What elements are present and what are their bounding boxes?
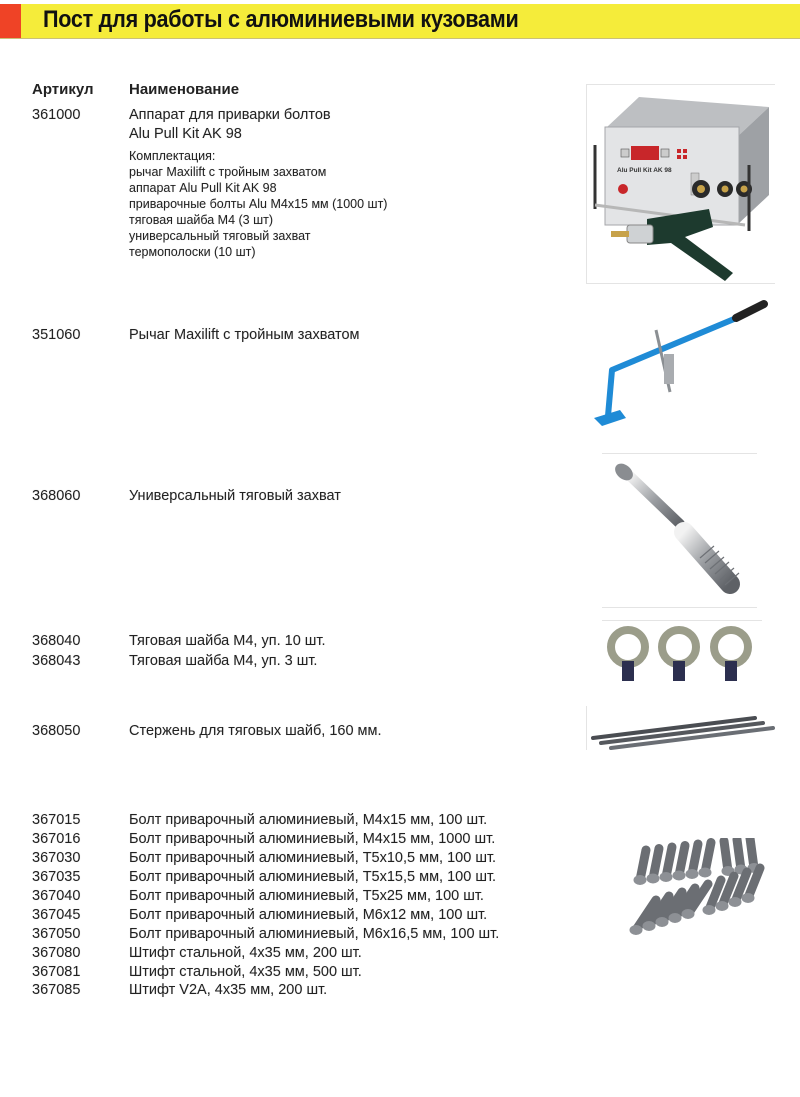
rod-code: 368050 xyxy=(32,723,81,739)
column-header-name: Наименование xyxy=(129,81,240,98)
pin-name: Штифт стальной, 4x35 мм, 200 шт. xyxy=(129,945,362,961)
bolt-code: 367030 xyxy=(32,850,81,866)
washers-image xyxy=(602,620,762,687)
bolt-head xyxy=(660,872,673,882)
bolt-code: 367045 xyxy=(32,907,81,923)
grip-code: 368060 xyxy=(32,488,81,504)
kit-code: 361000 xyxy=(32,107,81,123)
bolt-head xyxy=(729,897,742,907)
bolt-code: 367040 xyxy=(32,888,81,904)
pin-code: 367081 xyxy=(32,964,81,980)
pull-grip-icon xyxy=(602,454,757,607)
bolt-head xyxy=(742,893,755,903)
header-band xyxy=(0,4,800,39)
welding-machine-image xyxy=(586,84,775,284)
column-header-article: Артикул xyxy=(32,81,94,98)
kit-contents-item: аппарат Alu Pull Kit AK 98 xyxy=(129,181,277,195)
lever-icon xyxy=(586,292,776,432)
bolt-name: Болт приварочный алюминиевый, M6x12 мм, 100 шт. xyxy=(129,907,488,923)
bolt-head xyxy=(673,871,686,881)
kit-contents-item: термополоски (10 шт) xyxy=(129,245,256,259)
rods-icon xyxy=(587,706,777,750)
bolt-code: 367035 xyxy=(32,869,81,885)
pin-code: 367080 xyxy=(32,945,81,961)
bolt-name: Болт приварочный алюминиевый, T5x15,5 мм, 100 шт. xyxy=(129,869,497,885)
washer-name: Тяговая шайба M4, уп. 3 шт. xyxy=(129,653,318,669)
pin-name: Штифт стальной, 4x35 мм, 500 шт. xyxy=(129,964,362,980)
kit-contents-title: Комплектация: xyxy=(129,149,216,163)
kit-name-line2: Alu Pull Kit AK 98 xyxy=(129,126,242,142)
bolt-name: Болт приварочный алюминиевый, M4x15 мм, 100 шт. xyxy=(129,812,488,828)
bolt-head xyxy=(703,905,716,915)
bolt-head xyxy=(686,869,699,879)
washer-code: 368043 xyxy=(32,653,81,669)
header-accent xyxy=(0,4,21,38)
bolt-head xyxy=(682,909,695,919)
bolt-head xyxy=(656,917,669,927)
welding-machine-icon xyxy=(587,85,775,283)
rods-image xyxy=(586,706,777,750)
washer-code: 368040 xyxy=(32,633,81,649)
bolt-name: Болт приварочный алюминиевый, T5x10,5 мм, 100 шт. xyxy=(129,850,497,866)
lever-code: 351060 xyxy=(32,327,81,343)
bolt-code: 367016 xyxy=(32,831,81,847)
bolt-code: 367050 xyxy=(32,926,81,942)
kit-contents-item: универсальный тяговый захват xyxy=(129,229,311,243)
kit-name-line1: Аппарат для приварки болтов xyxy=(129,107,331,123)
bolts-image xyxy=(606,838,778,948)
device-label: Alu Pull Kit AK 98 xyxy=(617,167,672,174)
bolt-head xyxy=(643,921,656,931)
grip-image xyxy=(602,453,757,608)
lever-name: Рычаг Maxilift с тройным захватом xyxy=(129,327,360,343)
bolt-code: 367015 xyxy=(32,812,81,828)
kit-contents-item: приварочные болты Alu M4x15 мм (1000 шт) xyxy=(129,197,388,211)
bolt-head xyxy=(634,875,647,885)
bolt-head xyxy=(630,925,643,935)
bolt-name: Болт приварочный алюминиевый, M4x15 мм, 1000 шт. xyxy=(129,831,496,847)
pin-code: 367085 xyxy=(32,982,81,998)
kit-contents-item: рычаг Maxilift с тройным захватом xyxy=(129,165,327,179)
bolt-head xyxy=(716,901,729,911)
bolt-name: Болт приварочный алюминиевый, M6x16,5 мм, 100 шт. xyxy=(129,926,500,942)
washers-icon xyxy=(602,621,762,687)
lever-image xyxy=(586,292,776,432)
kit-contents-item: тяговая шайба M4 (3 шт) xyxy=(129,213,274,227)
bolt-head xyxy=(699,868,712,878)
bolt-head xyxy=(669,913,682,923)
pin-name: Штифт V2A, 4x35 мм, 200 шт. xyxy=(129,982,328,998)
grip-name: Универсальный тяговый захват xyxy=(129,488,341,504)
washer-name: Тяговая шайба M4, уп. 10 шт. xyxy=(129,633,326,649)
page-title: Пост для работы с алюминиевыми кузовами xyxy=(43,6,519,33)
bolts-icon xyxy=(606,838,778,948)
bolt-name: Болт приварочный алюминиевый, T5x25 мм, 100 шт. xyxy=(129,888,484,904)
bolt-head xyxy=(647,874,660,884)
rod-name: Стержень для тяговых шайб, 160 мм. xyxy=(129,723,382,739)
